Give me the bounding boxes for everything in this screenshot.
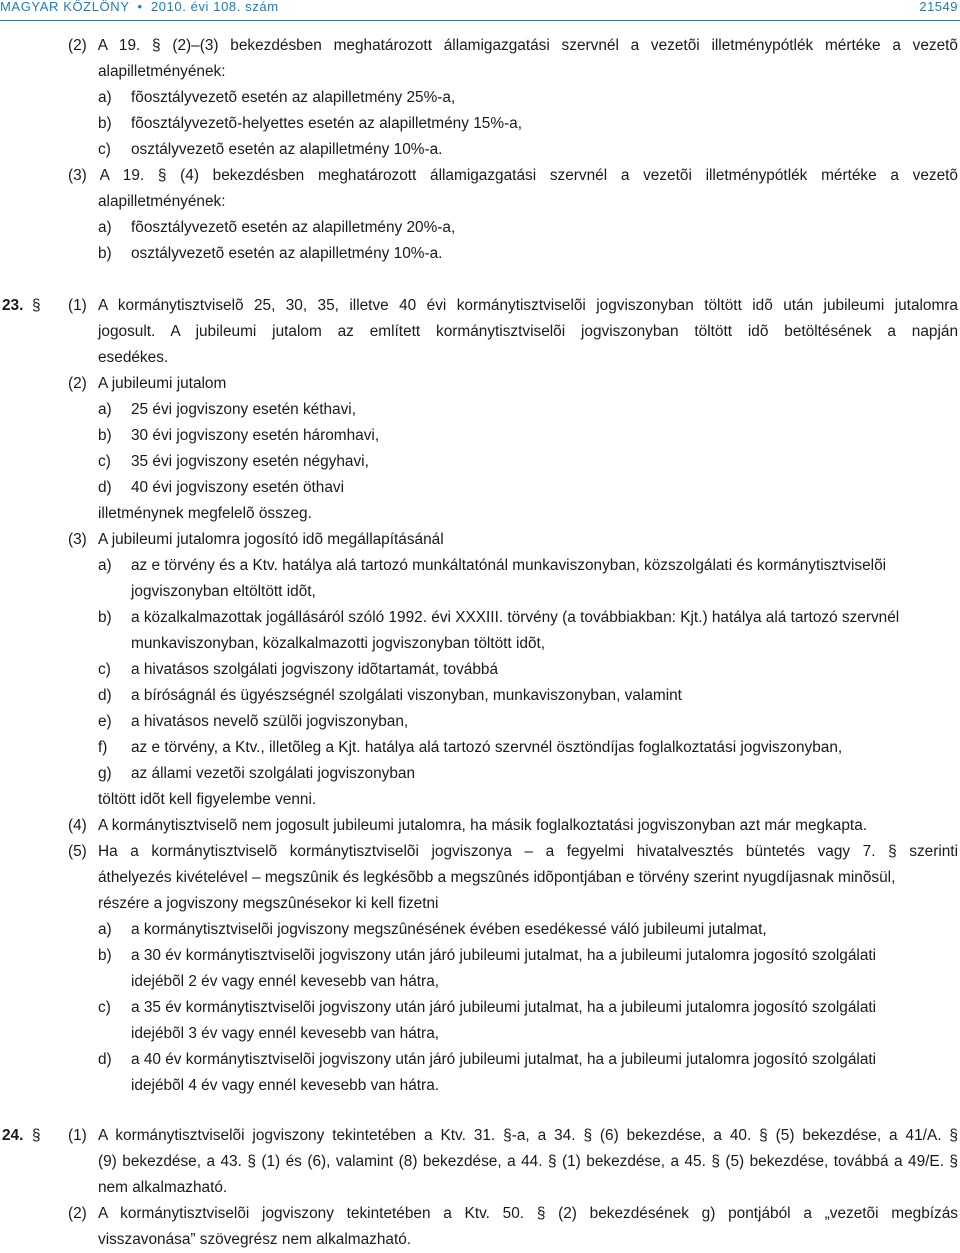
point-label: a) xyxy=(98,557,112,574)
point-label: c) xyxy=(98,141,111,158)
text-line: A kormánytisztviselõi jogviszony tekintetében a Ktv. 50. § (2) bekezdésének g) pontjából a „vezetõi megbízás xyxy=(98,1205,958,1222)
paragraph-number: (4) xyxy=(68,817,87,834)
text-line: 25 évi jogviszony esetén kéthavi, xyxy=(131,401,357,418)
paragraph-number: (5) xyxy=(68,843,87,860)
text-line: alapilletményének: xyxy=(98,193,226,210)
text-line: (3) A 19. § (4) bekezdésben meghatározott államigazgatási szervnél a vezetõi illetménypótlék mértéke a vezetõ xyxy=(68,167,958,184)
section-sign: § xyxy=(32,1127,41,1144)
text-line: a hivatásos szolgálati jogviszony idõtartamát, továbbá xyxy=(131,661,499,678)
text-line: Ha a kormánytisztviselõ kormánytisztviselõi jogviszonya – a fegyelmi hivatalvesztés büntetés vagy 7. § szerinti xyxy=(98,843,958,860)
point-label: g) xyxy=(98,765,112,782)
bullet-separator: • xyxy=(137,0,143,14)
point-label: b) xyxy=(98,609,112,626)
paragraph-number: (2) xyxy=(68,375,87,392)
text-line: fõosztályvezetõ esetén az alapilletmény 20%-a, xyxy=(131,219,456,236)
text-line: osztályvezetõ esetén az alapilletmény 10%-a. xyxy=(131,141,443,158)
text-line: töltött idõt kell figyelembe venni. xyxy=(98,791,317,808)
issue-number: 2010. évi 108. szám xyxy=(150,0,279,14)
point-label: a) xyxy=(98,219,112,236)
text-line: A jubileumi jutalom xyxy=(98,375,227,392)
point-label: d) xyxy=(98,479,112,496)
text-line: 30 évi jogviszony esetén háromhavi, xyxy=(131,427,380,444)
text-line: a 30 év kormánytisztviselõi jogviszony után járó jubileumi jutalmat, ha a jubileumi jutalomra jogosító szolgálati xyxy=(131,947,877,964)
text-line: jogviszonyban eltöltött idõt, xyxy=(131,583,316,600)
text-line: az e törvény és a Ktv. hatálya alá tartozó munkáltatónál munkaviszonyban, közszolgálati és kormánytisztviselõi xyxy=(131,557,887,574)
text-line: a hivatásos nevelõ szülõi jogviszonyban, xyxy=(131,713,409,730)
text-line: a bíróságnál és ügyészségnél szolgálati viszonyban, munkaviszonyban, valamint xyxy=(131,687,682,704)
section-number: 23. xyxy=(2,297,24,314)
text-line: idejébõl 4 év vagy ennél kevesebb van hátra. xyxy=(131,1077,440,1094)
text-line: a közalkalmazottak jogállásáról szóló 1992. évi XXXIII. törvény (a továbbiakban: Kjt.) hatálya alá tartozó szervnél xyxy=(131,609,900,626)
point-label: d) xyxy=(98,1051,112,1068)
page-number: 21549 xyxy=(919,0,958,14)
text-line: munkaviszonyban, közalkalmazotti jogviszonyban töltött idõt, xyxy=(131,635,546,652)
paragraph-number: (1) xyxy=(68,1127,87,1144)
text-line: A jubileumi jutalomra jogosító idõ megállapításánál xyxy=(98,531,444,548)
section-number: 24. xyxy=(2,1127,24,1144)
text-line: osztályvezetõ esetén az alapilletmény 10%-a. xyxy=(131,245,443,262)
point-label: a) xyxy=(98,401,112,418)
text-line: az állami vezetõi szolgálati jogviszonyban xyxy=(131,765,416,782)
paragraph-number: (2) xyxy=(68,1205,87,1222)
text-line: esedékes. xyxy=(98,349,169,366)
paragraph-number: (3) xyxy=(68,531,87,548)
text-line: fõosztályvezetõ-helyettes esetén az alapilletmény 15%-a, xyxy=(131,115,522,132)
text-line: 35 évi jogviszony esetén négyhavi, xyxy=(131,453,369,470)
paragraph-number: (1) xyxy=(68,297,87,314)
text-line: a kormánytisztviselõi jogviszony megszûnésének évében esedékessé váló jubileumi jutalmat, xyxy=(131,921,767,938)
text-line: a 35 év kormánytisztviselõi jogviszony után járó jubileumi jutalmat, ha a jubileumi jutalomra jogosító szolgálati xyxy=(131,999,877,1016)
point-label: b) xyxy=(98,947,112,964)
text-line: A kormánytisztviselõi jogviszony tekintetében a Ktv. 31. §-a, a 34. § (6) bekezdése, a 40. § (5) bekezdése, a 41/A. § xyxy=(98,1127,958,1144)
text-line: a 40 év kormánytisztviselõi jogviszony után járó jubileumi jutalmat, ha a jubileumi jutalomra jogosító szolgálati xyxy=(131,1051,877,1068)
header-rule xyxy=(0,20,960,21)
point-label: a) xyxy=(98,89,112,106)
text-line: az e törvény, a Ktv., illetõleg a Kjt. hatálya alá tartozó szervnél ösztöndíjas foglalkoztatási jogviszonyban, xyxy=(131,739,843,756)
point-label: a) xyxy=(98,921,112,938)
text-line: áthelyezés kivételével – megszûnik és legkésõbb a megszûnés idõpontjában e törvény szerint nyugdíjasnak minõsül, xyxy=(98,869,896,886)
text-line: nem alkalmazható. xyxy=(98,1179,228,1196)
text-line: részére a jogviszony megszûnésekor ki kell fizetni xyxy=(98,895,439,912)
text-line: visszavonása” szövegrész nem alkalmazható. xyxy=(98,1231,412,1248)
text-line: fõosztályvezetõ esetén az alapilletmény 25%-a, xyxy=(131,89,456,106)
running-head xyxy=(0,0,279,14)
point-label: b) xyxy=(98,115,112,132)
section-sign: § xyxy=(32,297,41,314)
page-header xyxy=(0,0,960,18)
point-label: b) xyxy=(98,245,112,262)
point-label: d) xyxy=(98,687,112,704)
point-label: f) xyxy=(98,739,108,756)
text-line: idejébõl 3 év vagy ennél kevesebb van hátra, xyxy=(131,1025,440,1042)
text-line: alapilletményének: xyxy=(98,63,226,80)
point-label: c) xyxy=(98,453,111,470)
text-line: 40 évi jogviszony esetén öthavi xyxy=(131,479,345,496)
journal-title: MAGYAR KÖZLÖNY xyxy=(0,0,130,14)
point-label: c) xyxy=(98,661,111,678)
text-line: A kormánytisztviselõ nem jogosult jubileumi jutalomra, ha másik foglalkoztatási jogviszonyban azt már megkapta. xyxy=(98,817,868,834)
text-line: idejébõl 2 év vagy ennél kevesebb van hátra, xyxy=(131,973,440,990)
text-line: illetménynek megfelelõ összeg. xyxy=(98,505,312,522)
text-line: (9) bekezdése, a 43. § (1) és (6), valamint (8) bekezdése, a 44. § (1) bekezdése, a 45. § (5) bekezdése, továbbá a 49/E. § xyxy=(98,1153,958,1170)
text-line: A kormánytisztviselõ 25, 30, 35, illetve 40 évi kormánytisztviselõi jogviszonyban töltött idõ után jubileumi jutalomra xyxy=(98,297,958,314)
point-label: c) xyxy=(98,999,111,1016)
text-line: (2) A 19. § (2)–(3) bekezdésben meghatározott államigazgatási szervnél a vezetõi illetménypótlék mértéke a vezetõ xyxy=(68,37,958,54)
point-label: b) xyxy=(98,427,112,444)
point-label: e) xyxy=(98,713,112,730)
text-line: jogosult. A jubileumi jutalom az említett kormánytisztviselõi jogviszonyban töltött idõ betöltésének a napján xyxy=(98,323,958,340)
